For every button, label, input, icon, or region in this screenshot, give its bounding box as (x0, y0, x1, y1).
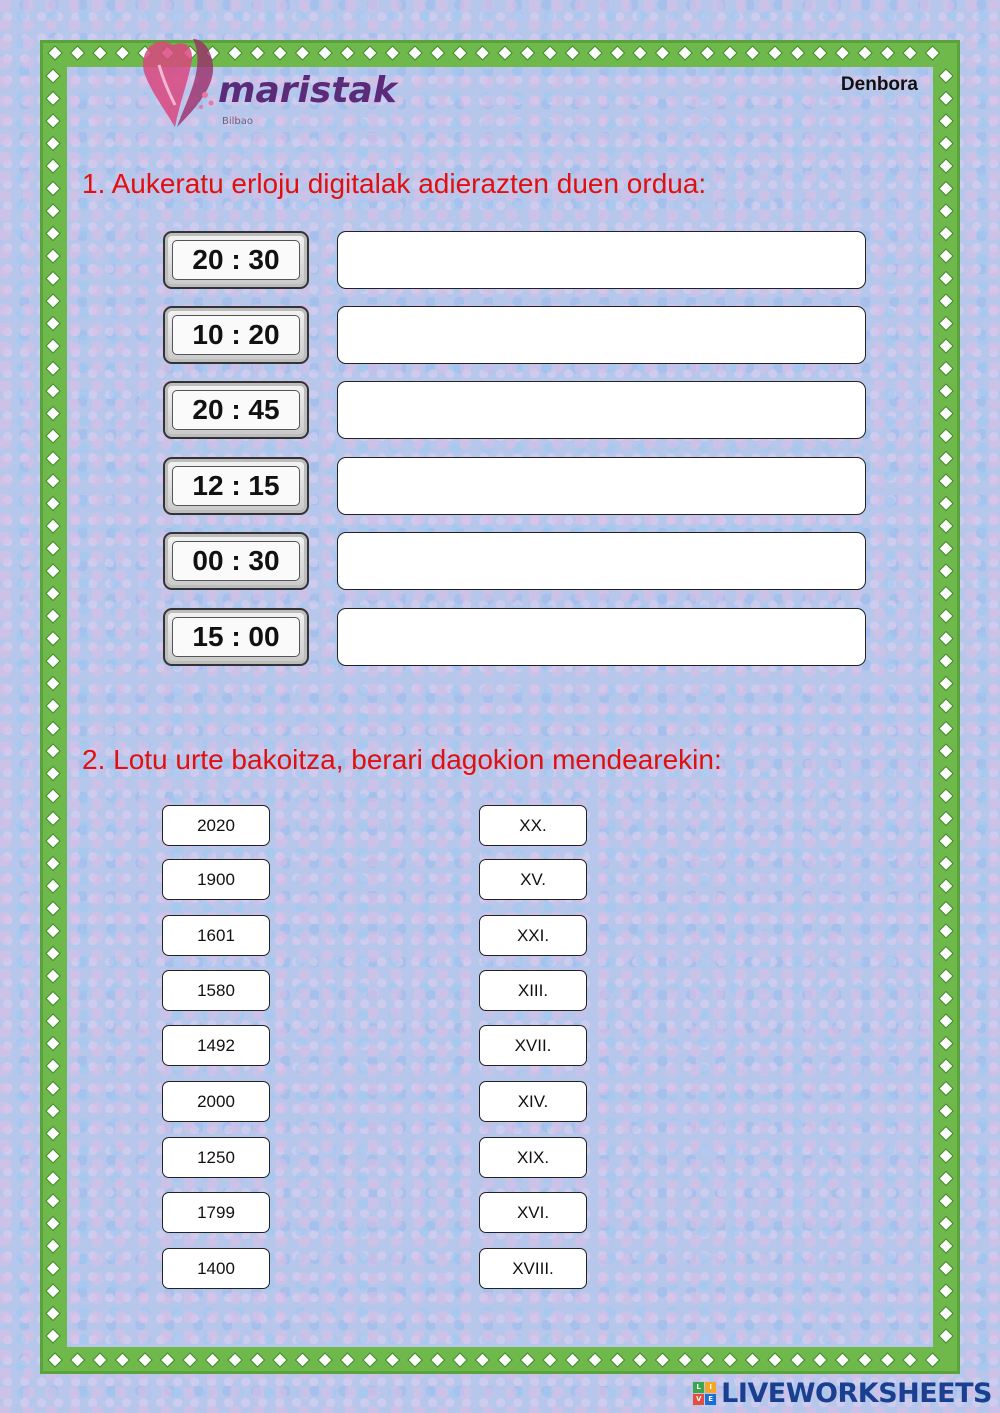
logo-wordmark: maristak (218, 70, 397, 111)
century-match-item[interactable]: XIX. (479, 1137, 587, 1178)
year-match-item[interactable]: 1601 (162, 915, 270, 956)
year-match-item[interactable]: 2000 (162, 1081, 270, 1122)
logo-subtitle: Bilbao (222, 116, 254, 127)
century-match-item[interactable]: XVIII. (479, 1248, 587, 1289)
liveworksheets-brand (693, 1378, 992, 1409)
year-match-item[interactable]: 1580 (162, 970, 270, 1011)
digital-clock (163, 457, 309, 515)
clock-time: 12 : 15 (172, 466, 300, 506)
exercise-1-heading: 1. Aukeratu erloju digitalak adierazten duen ordua: (82, 168, 707, 199)
clock-time: 15 : 00 (172, 617, 300, 657)
clock-time: 10 : 20 (172, 315, 300, 355)
year-match-item[interactable]: 1900 (162, 859, 270, 900)
digital-clock (163, 381, 309, 439)
time-answer-field[interactable] (337, 381, 866, 439)
time-answer-field[interactable] (337, 457, 866, 515)
year-match-item[interactable]: 1799 (162, 1192, 270, 1233)
century-match-item[interactable]: XVI. (479, 1192, 587, 1233)
worksheet-topic: Denbora (840, 74, 918, 95)
time-answer-field[interactable] (337, 608, 866, 666)
year-match-item[interactable]: 2020 (162, 805, 270, 846)
century-match-item[interactable]: XIII. (479, 970, 587, 1011)
time-answer-field[interactable] (337, 306, 866, 364)
century-match-item[interactable]: XVII. (479, 1025, 587, 1066)
year-match-item[interactable]: 1400 (162, 1248, 270, 1289)
century-match-item[interactable]: XXI. (479, 915, 587, 956)
clock-time: 20 : 30 (172, 240, 300, 280)
digital-clock (163, 532, 309, 590)
year-match-item[interactable]: 1250 (162, 1137, 270, 1178)
year-match-item[interactable]: 1492 (162, 1025, 270, 1066)
liveworksheets-logo-icon: L I V E (693, 1382, 717, 1406)
century-match-item[interactable]: XX. (479, 805, 587, 846)
clock-time: 20 : 45 (172, 390, 300, 430)
time-answer-field[interactable] (337, 231, 866, 289)
digital-clock (163, 306, 309, 364)
time-answer-field[interactable] (337, 532, 866, 590)
clock-time: 00 : 30 (172, 541, 300, 581)
exercise-2-heading: 2. Lotu urte bakoitza, berari dagokion mendearekin: (82, 744, 722, 775)
century-match-item[interactable]: XV. (479, 859, 587, 900)
digital-clock (163, 608, 309, 666)
liveworksheets-wordmark: LIVEWORKSHEETS (721, 1378, 992, 1409)
century-match-item[interactable]: XIV. (479, 1081, 587, 1122)
digital-clock (163, 231, 309, 289)
